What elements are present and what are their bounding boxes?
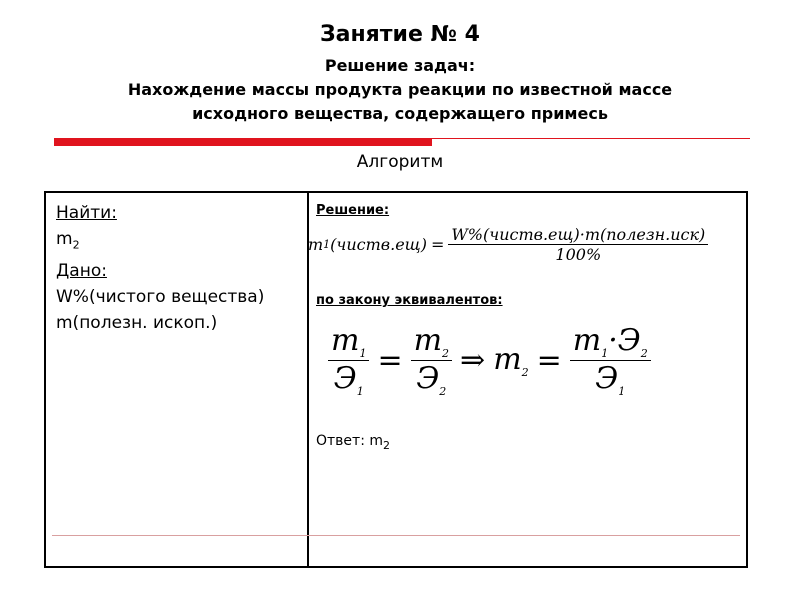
topic-line-2: исходного вещества, содержащего примесь <box>192 104 608 123</box>
subtitle: Решение задач: <box>324 56 476 75</box>
given-item-1: W%(чистого вещества) <box>56 287 265 308</box>
answer: Ответ: $m_2$ <box>316 433 390 452</box>
equivalents-formula: $\frac{m_1}{Э_1}$ = $\frac{m_2}{Э_2}$ ⇒ $m_2$ = $\frac{m_1\cdot Э_2}{Э_1}$ <box>328 323 651 398</box>
left-column <box>56 201 296 337</box>
equivalents-law-label: по закону эквивалентов: <box>316 293 503 308</box>
mass-formula: m 1 (чиств.ещ) = $\frac{\text{W\%(чиств.ещ)·m(полезн.иск)}}{100\%}$ <box>308 225 708 264</box>
given-label: Дано: <box>56 261 107 282</box>
algorithm-label: Алгоритм <box>356 152 444 172</box>
lesson-title: Занятие № 4 <box>320 22 480 47</box>
topic-line-1: Нахождение массы продукта реакции по известной массе <box>127 80 673 99</box>
find-label: Найти: <box>56 203 117 223</box>
given-item-2: m(полезн. ископ.) <box>56 313 218 334</box>
row-divider <box>52 535 740 536</box>
solution-label: Решение: <box>316 203 390 218</box>
divider-line <box>432 138 750 139</box>
algorithm-table <box>44 191 748 568</box>
find-value: $m_2$ <box>56 229 80 252</box>
red-accent-bar <box>54 138 432 146</box>
